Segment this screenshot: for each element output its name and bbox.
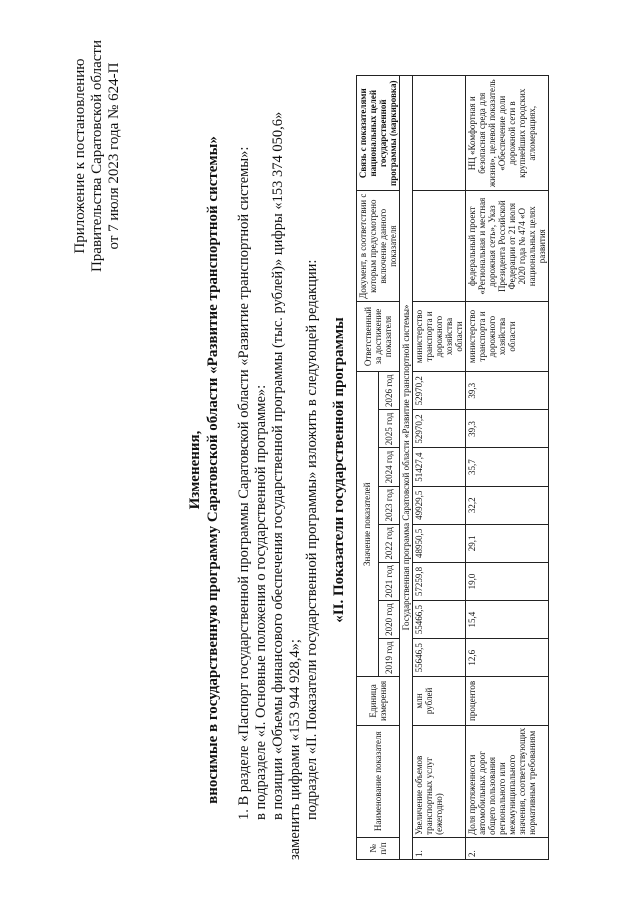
row-link — [413, 76, 466, 191]
body-text — [236, 80, 321, 860]
row-value: 39,3 — [466, 410, 549, 448]
header-year: 2020 год — [378, 601, 400, 639]
row-num: 1. — [413, 837, 466, 859]
row-value: 12,6 — [466, 639, 549, 677]
indicators-table — [356, 75, 549, 860]
paragraph: в подразделе «I. Основные положения о государственной программе»: — [253, 384, 269, 820]
row-value: 52970,2 — [413, 410, 466, 448]
appendix-line: от 7 июля 2023 года № 624-П — [106, 62, 122, 250]
header-num: № п/п — [357, 837, 400, 859]
program-title: Государственная программа Саратовской области «Развитие транспортной системы» — [400, 76, 413, 860]
row-value: 48950,5 — [413, 524, 466, 562]
row-link: НЦ «Комфортная и безопасная среда для жизни», целевой показатель «Обеспечение доли дорожной сети в крупнейших городских агломерациях, — [466, 76, 549, 191]
row-value: 32,2 — [466, 486, 549, 524]
table-row — [466, 76, 549, 860]
row-responsible: министерство транспорта и дорожного хозяйства области — [466, 301, 549, 371]
header-responsible: Ответственный за достижение показателя — [357, 301, 400, 371]
paragraph: в позиции «Объемы финансового обеспечения государственной программы (тыс. рублей)» цифры «153 374 050,6» — [270, 111, 286, 820]
row-value: 49929,5 — [413, 486, 466, 524]
row-num: 2. — [466, 837, 549, 859]
header-document: Документ, в соответствии с которым предусмотрено включение данного показателя — [357, 191, 400, 301]
row-value: 55646,5 — [413, 639, 466, 677]
title-line: вносимые в государственную программу Саратовской области «Развитие транспортной системы» — [205, 136, 221, 804]
paragraph: заменить цифрами «153 944 928,4»; — [287, 639, 303, 860]
row-unit: процентов — [466, 677, 549, 725]
appendix-line: Приложение к постановлению — [72, 58, 88, 254]
row-value: 19,0 — [466, 562, 549, 600]
program-title-row — [400, 76, 413, 860]
appendix-line: Правительства Саратовской области — [89, 40, 105, 273]
table-row — [413, 76, 466, 860]
section-title: «II. Показатели государственной программы — [331, 317, 347, 623]
row-document: федеральный проект «Региональная и местная дорожная сеть», Указ Президента Российской Федерации от 21 июля 2020 года № 474 «О национальных целях развития — [466, 191, 549, 301]
row-value: 39,3 — [466, 372, 549, 410]
paragraph: 1. В разделе «Паспорт государственной программы Саратовской области «Развитие транспортной системы»: — [236, 146, 252, 820]
header-unit: Единица измерения — [357, 677, 400, 725]
row-value: 35,7 — [466, 448, 549, 486]
header-year: 2019 год — [378, 639, 400, 677]
header-year: 2021 год — [378, 562, 400, 600]
row-document — [413, 191, 466, 301]
header-year: 2024 год — [378, 448, 400, 486]
appendix-note — [72, 40, 123, 272]
header-name: Наименование показателя — [357, 725, 400, 837]
title-line: Изменения, — [187, 430, 203, 510]
row-name: Доля протяженности автомобильных дорог общего пользования регионального или межмуниципального значения, соответствующих нормативным требованиям — [466, 725, 549, 837]
header-year: 2026 год — [378, 372, 400, 410]
row-unit: млн рублей — [413, 677, 466, 725]
row-value: 57259,8 — [413, 562, 466, 600]
row-value: 51427,4 — [413, 448, 466, 486]
document-title — [186, 80, 222, 860]
row-value: 29,1 — [466, 524, 549, 562]
row-value: 15,4 — [466, 601, 549, 639]
header-year: 2023 год — [378, 486, 400, 524]
row-value: 52970,2 — [413, 372, 466, 410]
header-year: 2025 год — [378, 410, 400, 448]
row-name: Увеличение объемов транспортных услуг (ежегодно) — [413, 725, 466, 837]
header-link: Связь с показателями национальных целей государственной программы (маркировка) — [357, 76, 400, 191]
row-responsible: министерство транспорта и дорожного хозяйства области — [413, 301, 466, 371]
header-values-group: Значение показателей — [357, 372, 379, 677]
row-value: 55466,5 — [413, 601, 466, 639]
paragraph: подраздел «II. Показатели государственной программы» изложить в следующей редакции: — [304, 259, 320, 820]
table-header-row — [357, 76, 379, 860]
header-year: 2022 год — [378, 524, 400, 562]
